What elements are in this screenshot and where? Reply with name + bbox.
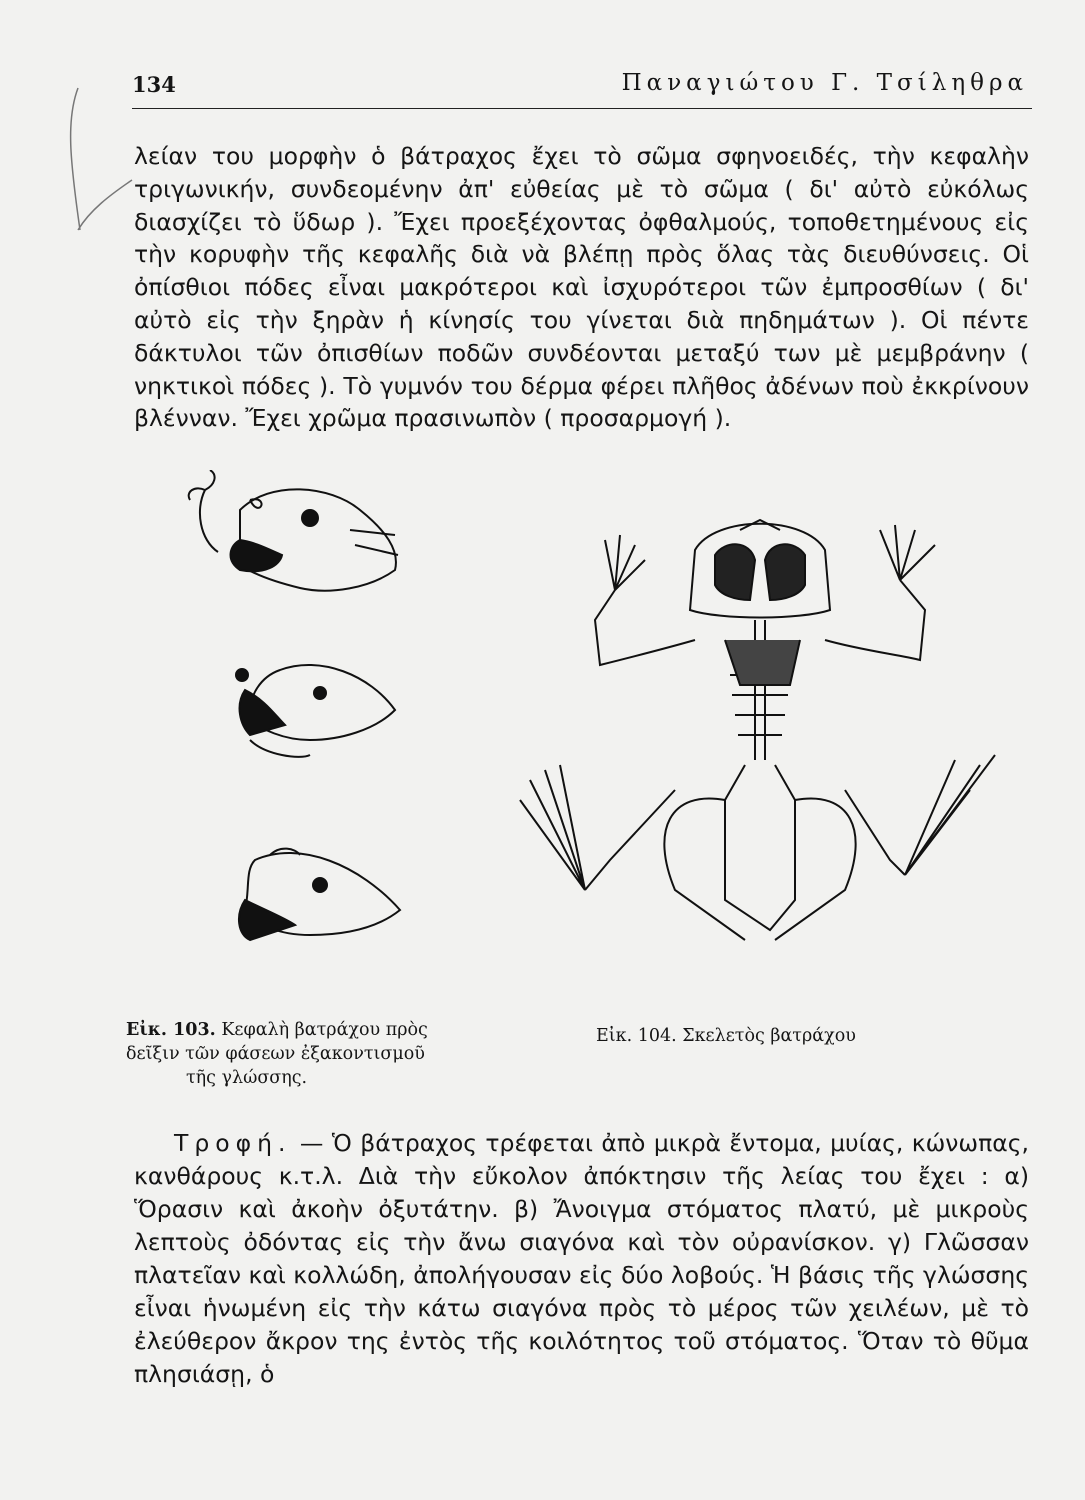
caption-line-2: δεῖξιν τῶν φάσεων ἐξακοντισμοῦ <box>126 1044 425 1064</box>
running-title: Παναγιώτου Γ. Τσίληθρα <box>621 70 1028 96</box>
caption-line-1 <box>126 1018 486 1042</box>
paragraph-text: λείαν του μορφὴν ὁ βάτραχος ἔχει τὸ σῶμα σφηνοειδές, τὴν κεφαλὴν τριγωνικήν, συνδεομένην ἀπ' εὐθείας μὲ τὸ σῶμα ( δι' αὐτὸ εὐκόλως διασχίζει τὸ ὕδωρ ). Ἔχει προεξέχοντας ὀφθαλμούς, τοποθετημένους εἰς τὴν κορυφὴν τῆς κεφαλῆς διὰ νὰ βλέπῃ πρὸς ὅλας τὰς διευθύνσεις. Οἱ ὀπίσθιοι πόδες εἶναι μακρότεροι καὶ ἰσχυρότεροι τῶν ἐμπροσθίων ( δι' αὐτὸ εἰς τὴν ξηρὰν ἡ κίνησίς του γίνεται διὰ πηδημάτων ). Οἱ πέντε δάκτυλοι τῶν ὀπισθίων ποδῶν συνδέονται μεταξύ των μὲ μεμβράνην ( νηκτικοὶ πόδες ). Τὸ γυμνόν του δέρμα φέρει πλῆθος ἀδένων ποὺ ἐκκρίνουν βλένναν. Ἔχει χρῶμα πρασινωπὸν ( προσαρμογή ). <box>134 142 1029 433</box>
page-number: 134 <box>132 72 176 97</box>
paragraph-body-shape <box>134 140 1029 435</box>
caption-line-3: τῆς γλώσσης. <box>186 1068 308 1088</box>
figure-104-caption <box>596 1024 956 1048</box>
frog-head-phase-1 <box>189 470 398 591</box>
frog-heads-illustration <box>170 470 430 1000</box>
forelimbs <box>595 525 935 685</box>
frog-head-phase-3 <box>239 849 400 940</box>
food-section <box>134 1127 1029 1391</box>
figure-103-caption <box>126 1018 486 1090</box>
frog-head-phase-2 <box>236 665 395 757</box>
food-paragraph <box>134 1127 1029 1391</box>
figure-label: Εἰκ. 104. <box>596 1026 677 1046</box>
food-paragraph-text: Ὁ βάτραχος τρέφεται ἀπὸ μικρὰ ἔντομα, μυίας, κώνωπας, κανθάρους κ.τ.λ. Διὰ τὴν εὔκολον ἀπόκτησιν τῆς λείας του ἔχει : α) Ὅρασιν καὶ ἀκοὴν ὀξυτάτην. β) Ἄνοιγμα στόματος πλατύ, μὲ μικροὺς λεπτοὺς ὀδόντας εἰς τὴν ἄνω σιαγόνα καὶ τὸν οὐρανίσκον. γ) Γλῶσσαν πλατεῖαν καὶ κολλώδη, ἀπολήγουσαν εἰς δύο λοβούς. Ἡ βάσις τῆς γλώσσης εἶναι ἡνωμένη εἰς τὴν κάτω σιαγόνα πρὸς τὸ μέρος τῶν χειλέων, μὲ τὸ ἐλεύθερον ἄκρον της ἐντὸς τῆς κοιλότητος τοῦ στόματος. Ὅταν τὸ θῦμα πλησιάσῃ, ὁ <box>134 1129 1029 1388</box>
page-header <box>132 68 1032 109</box>
figure-label: Εἰκ. 103. <box>126 1020 216 1040</box>
heading-dash: — <box>291 1129 332 1157</box>
margin-pencil-mark <box>60 80 140 260</box>
frog-skeleton-illustration <box>500 500 1020 960</box>
caption-text: Κεφαλὴ βατράχου πρὸς <box>221 1020 428 1040</box>
hindlimbs <box>520 755 995 940</box>
skull <box>690 520 830 618</box>
caption-text: Σκελετὸς βατράχου <box>682 1026 856 1046</box>
section-heading: Τροφή. <box>174 1129 292 1157</box>
